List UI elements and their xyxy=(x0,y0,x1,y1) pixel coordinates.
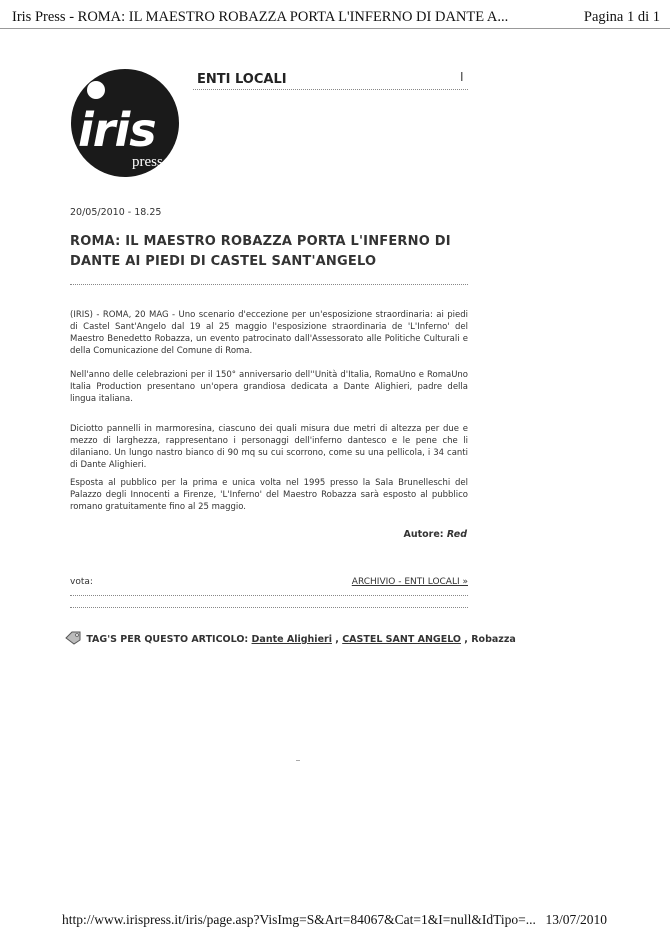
section-divider xyxy=(193,89,468,90)
tag-icon xyxy=(65,631,83,648)
tags-label: TAG'S PER QUESTO ARTICOLO: xyxy=(86,634,249,645)
print-title: Iris Press - ROMA: IL MAESTRO ROBAZZA PORTA L'INFERNO DI DANTE A... xyxy=(12,9,509,25)
author-name: Red xyxy=(446,529,467,540)
header-rule xyxy=(0,28,670,29)
article-author xyxy=(403,529,467,540)
tag-robazza[interactable]: Robazza xyxy=(471,634,516,645)
article-paragraph: Esposta al pubblico per la prima e unica volta nel 1995 presso la Sala Brunelleschi del Palazzo degli Innocenti a Firenze, 'L'Inferno' del Maestro Robazza sarà esposto al pubblico romano gratuitamente fino al 25 maggio. xyxy=(70,478,468,512)
logo-subtitle: press xyxy=(132,154,163,170)
article-paragraph: Diciotto pannelli in marmoresina, ciascuno dei quali misura due metri di altezza per due e mezzo di larghezza, rappresentano i personaggi dell'inferno dantesco e le pene che li dilaniano. Un lungo nastro bianco di 90 mq su cui scorrono, come su una pellicola, i 34 canti di Dante Alighieri. xyxy=(70,424,468,470)
article-tags xyxy=(65,631,516,648)
article-paragraph: (IRIS) - ROMA, 20 MAG - Uno scenario d'eccezione per un'esposizione straordinaria: ai piedi di Castel Sant'Angelo dal 19 al 25 maggio l'esposizione straordinaria de 'L'Inferno' del Maestro Benedetto Robazza, un evento patrocinato dall'Assessorato alle Politiche Culturali e della Comunicazione del Comune di Roma. xyxy=(70,310,468,356)
tag-separator: , xyxy=(331,634,343,645)
page-url: http://www.irispress.it/iris/page.asp?VisImg=S&Art=84067&Cat=1&I=null&IdTipo=... xyxy=(62,912,536,927)
section-marker: I xyxy=(460,70,464,84)
iris-press-logo[interactable] xyxy=(70,68,180,178)
archive-link[interactable]: ARCHIVIO - ENTI LOCALI » xyxy=(351,577,468,587)
footer-divider xyxy=(70,595,468,596)
page-counter: Pagina 1 di 1 xyxy=(583,9,660,25)
article-headline xyxy=(70,232,470,272)
author-label: Autore: xyxy=(403,529,444,540)
tag-separator: , xyxy=(461,634,472,645)
article-paragraph: Nell'anno delle celebrazioni per il 150° anniversario dell''Unità d'Italia, RomaUno e RomaUno Italia Production presentano un'opera grandiosa dedicata a Dante Alighieri, padre della lingua italiana. xyxy=(70,370,468,404)
headline-line: ROMA: IL MAESTRO ROBAZZA PORTA L'INFERNO DI xyxy=(70,234,451,249)
vote-label: vota: xyxy=(70,577,93,587)
headline-line: DANTE AI PIEDI DI CASTEL SANT'ANGELO xyxy=(70,254,377,269)
headline-divider xyxy=(70,284,468,285)
stray-mark xyxy=(296,760,300,761)
footer-divider xyxy=(70,607,468,608)
article-date: 20/05/2010 - 18.25 xyxy=(70,207,162,218)
section-title: ENTI LOCALI xyxy=(197,72,287,87)
tag-link-castel-sant-angelo[interactable]: CASTEL SANT ANGELO xyxy=(342,634,461,645)
tag-link-dante-alighieri[interactable]: Dante Alighieri xyxy=(251,634,332,645)
logo-wordmark: iris xyxy=(78,103,156,157)
print-footer xyxy=(62,912,607,928)
print-header xyxy=(12,9,660,26)
print-date: 13/07/2010 xyxy=(545,912,607,927)
